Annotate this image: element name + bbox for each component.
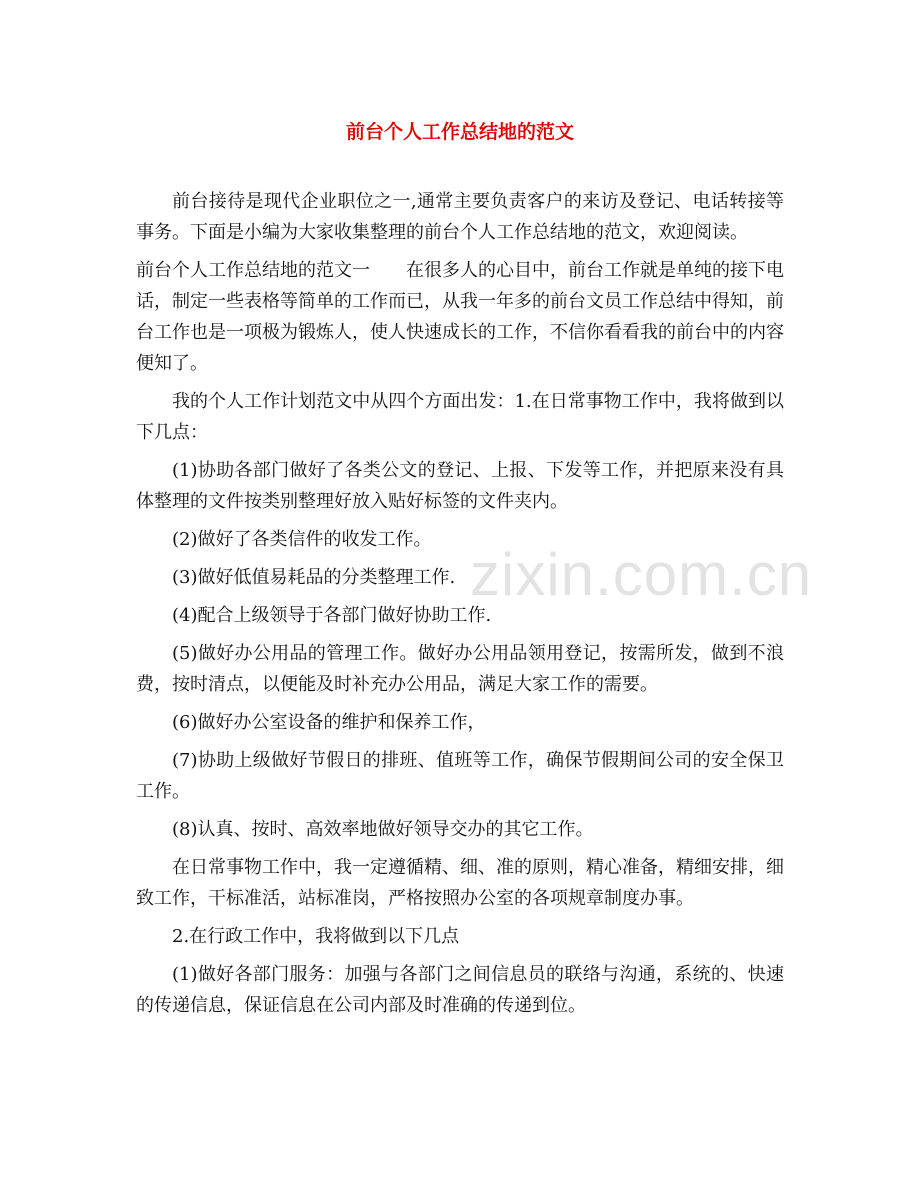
paragraph-intro: 前台接待是现代企业职位之一,通常主要负责客户的来访及登记、电话转接等事务。下面是小编为大家收集整理的前台个人工作总结地的范文，欢迎阅读。	[136, 191, 784, 243]
list-item-5: (5)做好办公用品的管理工作。做好办公用品领用登记，按需所发，做到不浪费，按时清点，以便能及时补充办公用品，满足大家工作的需要。	[136, 643, 784, 695]
list-item-2: (2)做好了各类信件的收发工作。	[172, 529, 432, 550]
list-item-3: (3)做好低值易耗品的分类整理工作.	[172, 567, 456, 588]
paragraph-sample-one: 前台个人工作总结地的范文一 在很多人的心目中，前台工作就是单纯的接下电话，制定一些表格等简单的工作而已，从我一年多的前台文员工作总结中得知，前台工作也是一项极为锻炼人，使人快速成长的工作，不信你看看我的前台中的内容便知了。	[136, 260, 784, 374]
paragraph-admin-heading: 2.在行政工作中，我将做到以下几点	[172, 926, 460, 947]
list-item-1: (1)协助各部门做好了各类公文的登记、上报、下发等工作，并把原来没有具体整理的文件按类别整理好放入贴好标签的文件夹内。	[136, 460, 784, 512]
list-item-8: (8)认真、按时、高效率地做好领导交办的其它工作。	[172, 819, 594, 840]
paragraph-plan: 我的个人工作计划范文中从四个方面出发：1.在日常事物工作中，我将做到以下几点：	[136, 391, 784, 443]
list-item-4: (4)配合上级领导于各部门做好协助工作.	[172, 605, 492, 626]
watermark: zixin.com.cn	[470, 541, 813, 608]
list-item-6: (6)做好办公室设备的维护和保养工作，	[172, 712, 486, 733]
list-item-7: (7)协助上级做好节假日的排班、值班等工作，确保节假期间公司的安全保卫工作。	[136, 750, 784, 802]
paragraph-principles: 在日常事物工作中，我一定遵循精、细、准的原则，精心准备，精细安排，细致工作，干标准活，站标准岗，严格按照办公室的各项规章制度办事。	[136, 857, 784, 909]
document-body	[136, 186, 784, 1028]
admin-list-item-1: (1)做好各部门服务：加强与各部门之间信息员的联络与沟通，系统的、快速的传递信息，保证信息在公司内部及时准确的传递到位。	[136, 964, 784, 1016]
document-title: 前台个人工作总结地的范文	[345, 121, 574, 143]
